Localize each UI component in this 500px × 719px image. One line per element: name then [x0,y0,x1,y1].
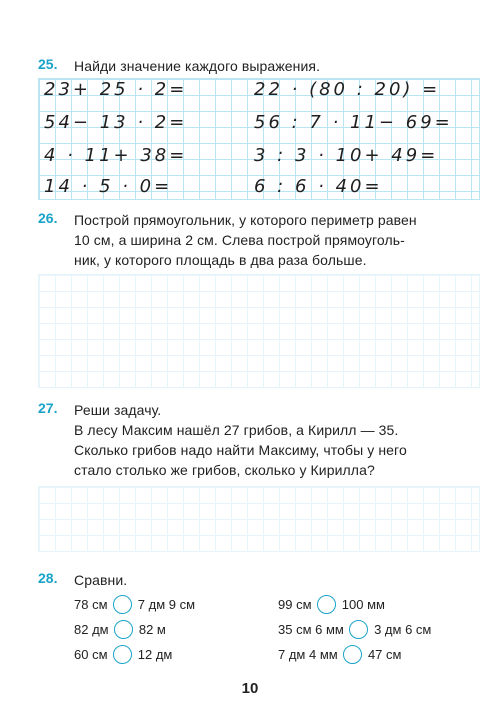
compare-row-left-3 [74,645,172,664]
compare-right-1-b: 100 мм [341,597,385,612]
task-27-grid [38,486,480,552]
task-26-grid [38,274,480,388]
compare-row-right-2 [278,620,431,639]
compare-right-2-b: 3 дм 6 см [374,622,432,637]
compare-right-2-a: 35 см 6 мм [278,622,344,637]
task-27 [38,400,478,480]
compare-left-2-a: 82 дм [74,622,109,637]
compare-row-left-2 [74,620,166,639]
task-26-number: 26. [38,210,58,226]
task-25-expr-left-2: 54− 13 · 2= [44,112,188,133]
task-27-line-4: стало столько же грибов, сколько у Кирилла? [74,462,375,478]
compare-circle-left-3[interactable] [113,645,132,664]
compare-circle-right-3[interactable] [343,645,362,664]
compare-left-1-b: 7 дм 9 см [137,597,196,612]
task-25-number: 25. [38,56,58,72]
compare-circle-right-1[interactable] [317,595,336,614]
compare-left-2-b: 82 м [138,622,166,637]
task-27-number: 27. [38,400,58,416]
task-27-line-2: В лесу Максим нашёл 27 грибов, а Кирилл — 35. [74,422,399,438]
task-26-line-2: 10 см, а ширина 2 см. Слева построй прямоуголь- [74,232,405,248]
task-25-expr-right-4: 6 : 6 · 40= [254,176,383,197]
compare-row-left-1 [74,595,195,614]
compare-right-3-b: 47 см [367,647,402,662]
task-25 [38,56,478,76]
task-25-expr-right-3: 3 : 3 · 10+ 49= [254,145,439,166]
task-25-text: Найди значение каждого выражения. [74,58,321,74]
task-27-line-3: Сколько грибов надо найти Максиму, чтобы у него [74,442,407,458]
task-25-expr-right-2: 56 : 7 · 11− 69= [254,112,453,133]
task-25-expr-right-1: 22 · (80 : 20) = [254,79,441,100]
task-26-line-1: Построй прямоугольник, у которого периметр равен [74,212,417,228]
task-25-expr-left-4: 14 · 5 · 0= [44,176,173,197]
compare-circle-left-1[interactable] [113,595,132,614]
task-28-number: 28. [38,570,58,586]
compare-right-3-a: 7 дм 4 мм [278,647,338,662]
page-number: 10 [241,680,259,697]
compare-left-1-a: 78 см [74,597,108,612]
compare-left-3-b: 12 дм [137,647,173,662]
compare-right-1-a: 99 см [278,597,312,612]
task-28-text: Сравни. [74,572,128,588]
compare-circle-right-2[interactable] [349,620,368,639]
task-25-expr-left-1: 23+ 25 · 2= [44,79,188,100]
compare-left-3-a: 60 см [74,647,108,662]
compare-circle-left-2[interactable] [114,620,133,639]
task-26 [38,210,478,270]
compare-row-right-1 [278,595,385,614]
task-26-line-3: ник, у которого площадь в два раза больше. [74,252,367,268]
task-28 [38,570,478,590]
task-27-line-1: Реши задачу. [74,402,162,418]
compare-row-right-3 [278,645,401,664]
task-25-expr-left-3: 4 · 11+ 38= [44,145,188,166]
